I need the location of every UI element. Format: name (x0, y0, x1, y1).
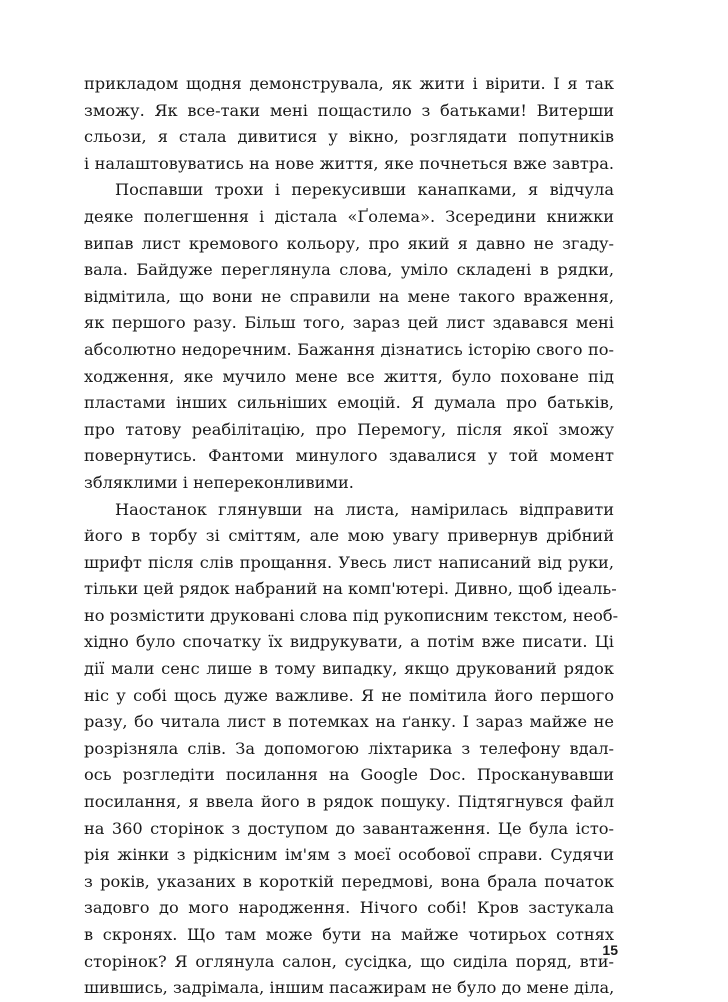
text-line: ходження, яке мучило мене все життя, було поховане під (84, 366, 614, 386)
text-line: хідно було спочатку їх видрукувати, а потім вже писати. Ці (84, 632, 614, 652)
text-line: ніс у собі щось дуже важливе. Я не помітила його першого (84, 685, 614, 705)
text-line: і налаштовуватись на нове життя, яке почнеться вже завтра. (84, 153, 614, 173)
text-line: дії мали сенс лише в тому випадку, якщо друкований рядок (84, 659, 614, 679)
text-line: задовго до мого народження. Нічого собі! Кров застукала (84, 898, 614, 918)
text-line: вала. Байдуже переглянула слова, уміло складені в рядки, (84, 260, 614, 280)
text-line: повернутись. Фантоми минулого здавалися у той момент (84, 446, 614, 466)
text-line: його в торбу зі сміттям, але мою увагу привернув дрібний (84, 526, 614, 546)
text-line: пластами інших сильніших емоцій. Я думала про батьків, (84, 393, 614, 413)
text-line: сльози, я стала дивитися у вікно, розглядати попутників (84, 127, 614, 147)
text-line: збляклими і непереконливими. (84, 472, 354, 492)
text-line: зможу. Як все-таки мені пощастило з батьками! Витерши (84, 100, 614, 120)
text-line: шрифт після слів прощання. Увесь лист написаний від руки, (84, 552, 614, 572)
text-line: як першого разу. Більш того, зараз цей лист здавався мені (84, 313, 614, 333)
text-line: деяке полегшення і дістала «Ґолема». Зсередини книжки (84, 206, 614, 226)
text-line: про татову реабілітацію, про Перемогу, після якої зможу (84, 419, 614, 439)
text-line: тільки цей рядок набраний на комп'ютері. Дивно, щоб ідеаль- (84, 579, 617, 599)
text-line: ось розгледіти посилання на Google Doc. Просканувавши (84, 765, 614, 785)
text-line: Наостанок глянувши на листа, намірилась відправити (115, 499, 614, 519)
text-line: но розмістити друковані слова під рукописним текстом, необ- (84, 605, 619, 625)
text-line: в скронях. Що там може бути на майже чотирьох сотнях (84, 925, 614, 944)
text-line: посилання, я ввела його в рядок пошуку. Підтягнувся файл (84, 792, 614, 812)
text-line: на 360 сторінок з доступом до завантаження. Це була істо- (84, 818, 614, 838)
text-line: Поспавши трохи і перекусивши канапками, я відчула (115, 180, 614, 200)
text-line: випав лист кремового кольору, про який я давно не згаду- (84, 233, 614, 253)
page-number: 15 (602, 942, 618, 958)
text-line: рія жінки з рідкісним ім'ям з моєї особової справи. Судячи (84, 845, 614, 865)
text-line: відмітила, що вони не справили на мене такого враження, (84, 286, 614, 306)
text-line: шившись, задрімала, іншим пасажирам не було до мене діла, (84, 978, 615, 998)
text-line: з років, указаних в короткій передмові, вона брала початок (84, 871, 614, 891)
text-line: прикладом щодня демонструвала, як жити і вірити. І я так (84, 74, 614, 93)
text-line: розрізняла слів. За допомогою ліхтарика з телефону вдал- (84, 738, 614, 758)
text-line: сторінок? Я оглянула салон, сусідка, що сиділа поряд, вти- (84, 951, 614, 971)
body-text (84, 71, 619, 1002)
text-line: разу, бо читала лист в потемках на ґанку. І зараз майже не (84, 712, 614, 732)
text-line: абсолютно недоречним. Бажання дізнатись історію свого по- (84, 339, 614, 359)
